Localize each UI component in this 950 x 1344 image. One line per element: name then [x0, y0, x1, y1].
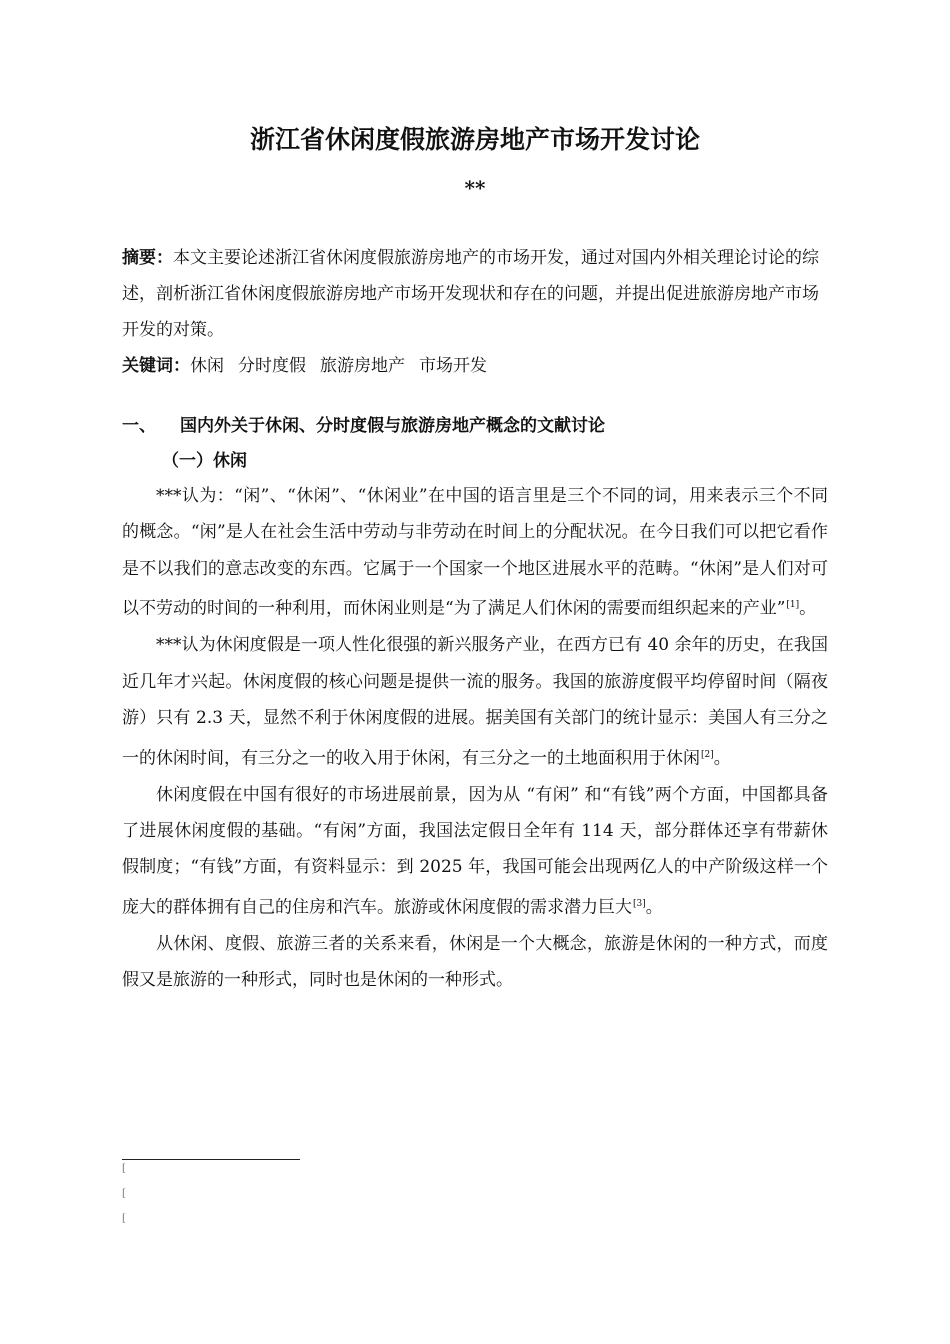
abstract-text: 本文主要论述浙江省休闲度假旅游房地产的市场开发，通过对国内外相关理论讨论的综述，剖析浙江省休闲度假旅游房地产市场开发现状和存在的问题，并提出促进旅游房地产市场开发的对策。 [122, 248, 819, 340]
abstract [122, 240, 828, 348]
paragraph-text: 从休闲、度假、旅游三者的关系来看，休闲是一个大概念，旅游是休闲的一种方式，而度假又是旅游的一种形式，同时也是休闲的一种形式。 [122, 933, 828, 991]
paragraph [122, 627, 828, 776]
paragraph [122, 777, 828, 926]
keyword-item: 旅游房地产 [320, 356, 405, 376]
paragraph-tail: 。 [799, 598, 817, 619]
subsection-heading: （一）休闲 [162, 451, 247, 471]
footnote-ref[interactable]: [1] [786, 600, 800, 611]
footnote-marker: [ [122, 1188, 126, 1199]
keyword-item: 休闲 [190, 356, 224, 376]
keywords [122, 348, 828, 384]
paragraph [122, 478, 828, 627]
footnote-marker: [ [122, 1163, 126, 1174]
body-text [122, 478, 828, 999]
footnote-ref[interactable]: [3] [633, 898, 646, 909]
document-title: 浙江省休闲度假旅游房地产市场开发讨论 [249, 125, 700, 154]
footnote-separator [122, 1159, 300, 1160]
section-number: 一、 [122, 416, 156, 436]
keyword-item: 分时度假 [238, 356, 306, 376]
footnote-ref[interactable]: [2] [701, 749, 714, 760]
paragraph-text: ***认为休闲度假是一项人性化很强的新兴服务产业，在西方已有 40 余年的历史，在我国近几年才兴起。休闲度假的核心问题是提供一流的服务。我国的旅游度假平均停留时间（隔夜游）只有 2.3 天，显然不利于休闲度假的进展。据美国有关部门的统计显示：美国人有三分之一的休闲时间，有三分之一的收入用于休闲，有三分之一的土地面积用于休闲 [122, 635, 828, 769]
section-title: 国内外关于休闲、分时度假与旅游房地产概念的文献讨论 [180, 416, 605, 436]
author-line: ** [464, 176, 486, 200]
paragraph-tail: 。 [645, 897, 663, 918]
paragraph [122, 926, 828, 999]
footnote-marker: [ [122, 1213, 126, 1224]
keyword-item: 市场开发 [419, 356, 487, 376]
abstract-label: 摘要： [122, 248, 173, 268]
keywords-label: 关键词： [122, 356, 190, 376]
paragraph-text: 休闲度假在中国有很好的市场进展前景，因为从 “有闲” 和“有钱”两个方面，中国都具备了进展休闲度假的基础。“有闲”方面，我国法定假日全年有 114 天，部分群体还享有带薪休假制度；“有钱”方面，有资料显示：到 2025 年，我国可能会出现两亿人的中产阶级这样一个庞大的群体拥有自己的住房和汽车。旅游或休闲度假的需求潜力巨大 [122, 784, 828, 918]
paragraph-tail: 。 [713, 748, 731, 769]
section-heading [122, 408, 605, 444]
paragraph-text: ***认为：“闲”、“休闲”、“休闲业”在中国的语言里是三个不同的词，用来表示三个不同的概念。“闲”是人在社会生活中劳动与非劳动在时间上的分配状况。在今日我们可以把它看作是不以我们的意志改变的东西。它属于一个国家一个地区进展水平的范畴。“休闲”是人们对可以不劳动的时间的一种利用，而休闲业则是“为了满足人们休闲的需要而组织起来的产业” [122, 486, 828, 619]
